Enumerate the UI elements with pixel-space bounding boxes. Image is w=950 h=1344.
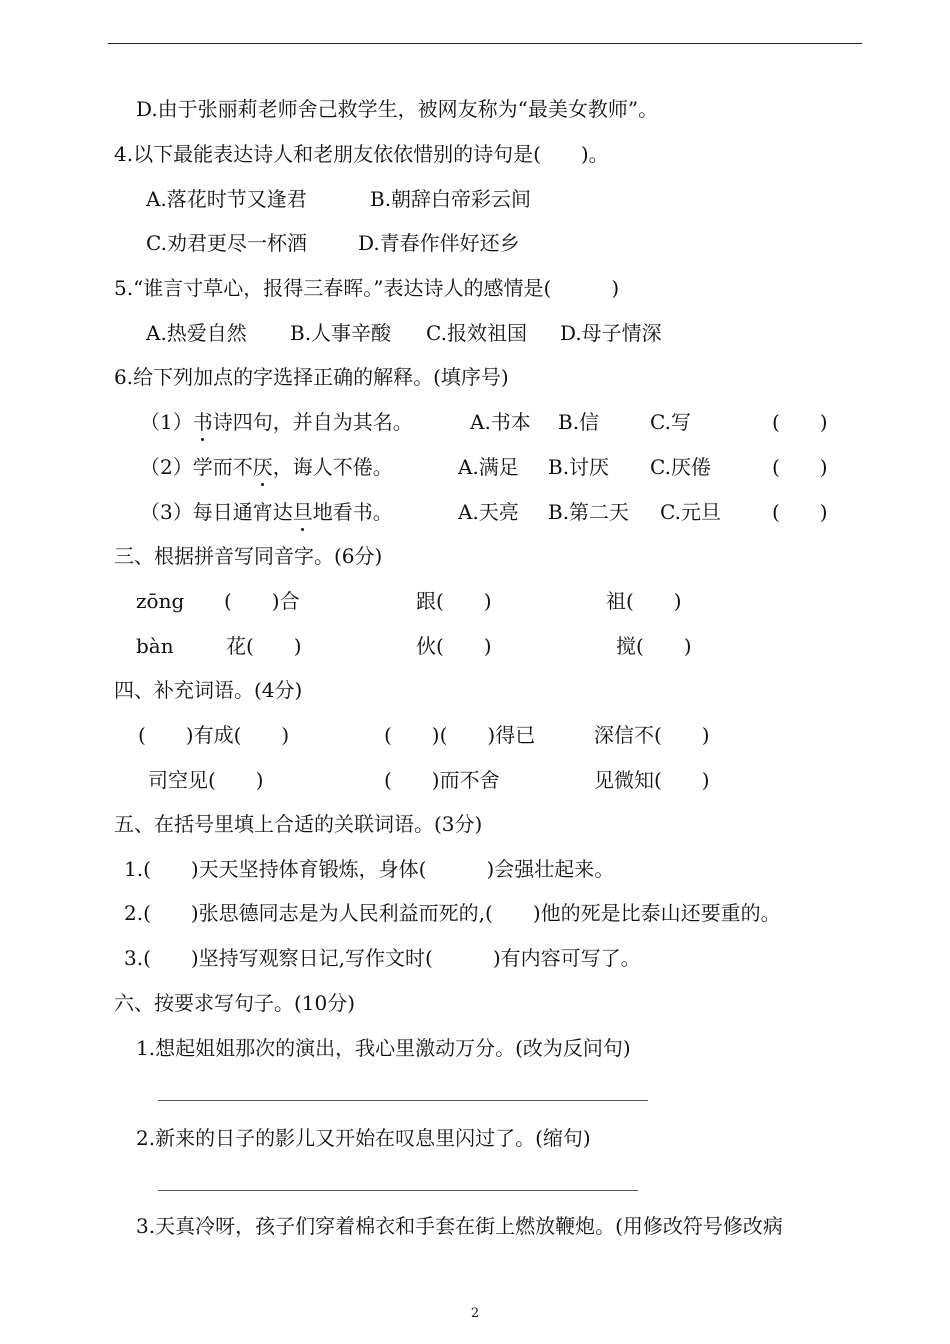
- s4-row1-cell2[interactable]: ( )( )得已: [384, 723, 536, 747]
- q6-item-2-option-b: B.讨厌: [548, 455, 610, 479]
- q6-item-2-option-c: C.厌倦: [650, 455, 711, 479]
- q6-item-3-option-b: B.第二天: [548, 500, 630, 524]
- s3-row2-cell3[interactable]: 搅( ): [616, 634, 692, 658]
- s3-row1-cell2[interactable]: 跟( ): [416, 589, 492, 613]
- q4-stem: 4.以下最能表达诗人和老朋友依依惜别的诗句是( )。: [114, 142, 609, 166]
- q3-option-d: D.由于张丽莉老师舍己救学生，被网友称为“最美女教师”。: [136, 97, 659, 121]
- s5-item-1: 1.( )天天坚持体育锻炼，身体( )会强壮起来。: [124, 857, 615, 881]
- q6-item-2-blank[interactable]: ( ): [772, 455, 828, 479]
- q6-item-1-sentence: （1）书诗四句，并自为其名。: [140, 410, 413, 434]
- s5-item-3: 3.( )坚持写观察日记,写作文时( )有内容可写了。: [124, 946, 641, 970]
- q6-item-2-option-a: A.满足: [458, 455, 519, 479]
- section-3-heading: 三、根据拼音写同音字。(6分): [114, 544, 383, 568]
- s3-row2-cell1[interactable]: 花( ): [226, 634, 302, 658]
- section-4-heading: 四、补充词语。(4分): [114, 678, 303, 702]
- s3-row1-pinyin: zōng: [136, 589, 185, 613]
- q6-item-1-option-a: A.书本: [470, 410, 531, 434]
- s3-row2-cell2[interactable]: 伙( ): [416, 634, 492, 658]
- emphasis-dot-char: 旦: [292, 500, 313, 524]
- q6-item-3-option-a: A.天亮: [458, 500, 519, 524]
- header-rule: [108, 43, 862, 44]
- q5-option-d: D.母子情深: [560, 321, 662, 345]
- q4-option-c: C.劝君更尽一杯酒: [146, 231, 307, 255]
- q6-item-2-sentence: （2）学而不厌，诲人不倦。: [140, 455, 393, 479]
- s5-item-2: 2.( )张思德同志是为人民利益而死的,( )他的死是比泰山还要重的。: [124, 901, 781, 925]
- s3-row1-cell3[interactable]: 祖( ): [606, 589, 682, 613]
- page-number: 2: [470, 1306, 480, 1321]
- s6-item-2-answer-line[interactable]: [158, 1190, 638, 1191]
- q6-item-1-blank[interactable]: ( ): [772, 410, 828, 434]
- q6-stem: 6.给下列加点的字选择正确的解释。(填序号): [114, 365, 509, 389]
- q6-item-3-blank[interactable]: ( ): [772, 500, 828, 524]
- section-6-heading: 六、按要求写句子。(10分): [114, 991, 356, 1015]
- emphasis-dot-char: 厌: [252, 455, 273, 479]
- q4-option-d: D.青春作伴好还乡: [358, 231, 520, 255]
- q6-item-3-sentence: （3）每日通宵达旦地看书。: [140, 500, 393, 524]
- s6-item-1-answer-line[interactable]: [158, 1100, 648, 1101]
- q5-option-a: A.热爱自然: [146, 321, 247, 345]
- q4-option-a: A.落花时节又逢君: [146, 187, 307, 211]
- q6-item-3-option-c: C.元旦: [660, 500, 721, 524]
- q6-item-1-option-b: B.信: [558, 410, 600, 434]
- s4-row1-cell3[interactable]: 深信不( ): [594, 723, 710, 747]
- s3-row2-pinyin: bàn: [136, 634, 174, 658]
- s4-row1-cell1[interactable]: ( )有成( ): [138, 723, 290, 747]
- s3-row1-cell1[interactable]: ( )合: [224, 589, 300, 613]
- q5-option-b: B.人事辛酸: [290, 321, 392, 345]
- q5-option-c: C.报效祖国: [426, 321, 527, 345]
- s6-item-1: 1.想起姐姐那次的演出，我心里激动万分。(改为反问句): [136, 1036, 631, 1060]
- s4-row2-cell2[interactable]: ( )而不舍: [384, 768, 500, 792]
- s4-row2-cell1[interactable]: 司空见( ): [148, 768, 264, 792]
- section-5-heading: 五、在括号里填上合适的关联词语。(3分): [114, 812, 483, 836]
- q5-stem: 5.“谁言寸草心，报得三春晖。”表达诗人的感情是( ): [114, 276, 620, 300]
- emphasis-dot-char: 书: [192, 410, 213, 434]
- s6-item-3: 3.天真冷呀，孩子们穿着棉衣和手套在街上燃放鞭炮。(用修改符号修改病: [136, 1214, 783, 1238]
- q4-option-b: B.朝辞白帝彩云间: [370, 187, 532, 211]
- s6-item-2: 2.新来的日子的影儿又开始在叹息里闪过了。(缩句): [136, 1126, 591, 1150]
- q6-item-1-option-c: C.写: [650, 410, 691, 434]
- s4-row2-cell3[interactable]: 见微知( ): [594, 768, 710, 792]
